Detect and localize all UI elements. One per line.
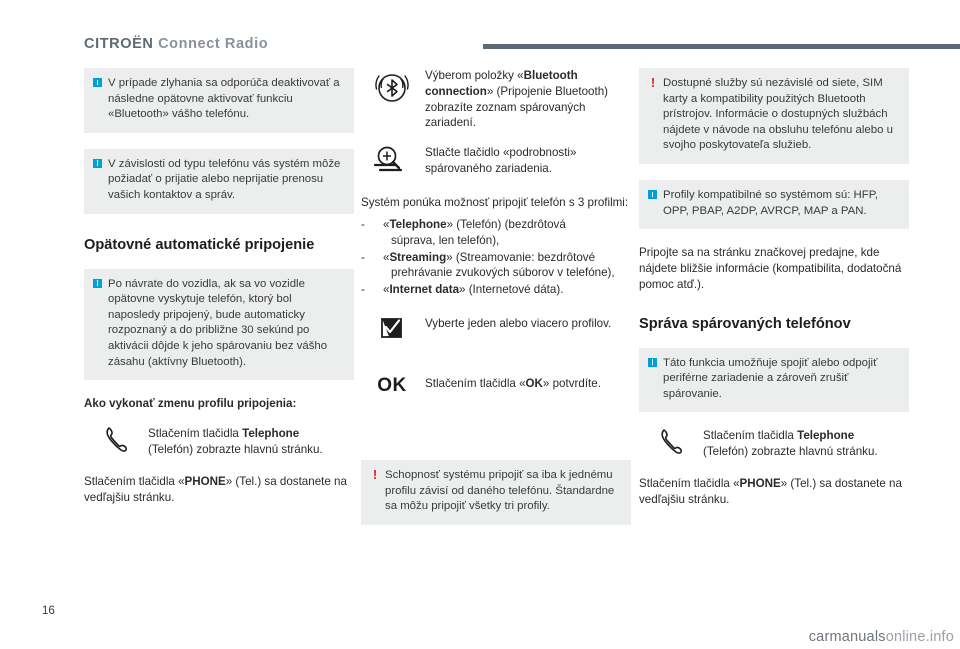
para-press-phone: Stlačením tlačidla «PHONE» (Tel.) sa dostanete na vedľajšiu stránku. [84,474,347,504]
column-1 [84,68,354,518]
section-heading-paired-phones: Správa spárovaných telefónov [639,315,851,332]
lead-change-profile: Ako vykonať zmenu profilu pripojenia: [84,397,297,411]
step-text: Stlačením tlačidla «OK» potvrdíte. [425,376,601,390]
column-3 [639,68,909,520]
para-press-phone: Stlačením tlačidla «PHONE» (Tel.) sa dostanete na vedľajšiu stránku. [639,477,902,507]
header-rule [483,44,960,49]
list-item-text: «Telephone» (Telefón) (bezdrôtová súprava, len telefón), [383,217,566,247]
column-2 [361,68,631,525]
para-three-profiles: Systém ponúka možnosť pripojiť telefón s 3 profilmi: [361,196,629,210]
list-dash: - [361,217,365,231]
list-item [361,250,631,282]
telephone-handset-icon [645,428,695,458]
profiles-list [361,217,631,298]
step-press-telephone [84,426,354,460]
step-text: Stlačte tlačidlo «podrobnosti» spárovaného zariadenia. [425,146,577,175]
info-note-text: Profily kompatibilné so systémom sú: HFP, OPP, PBAP, A2DP, AVRCP, MAP a PAN. [663,188,879,217]
list-item-text: «Streaming» (Streamovanie: bezdrôtové prehrávanie zvukových súborov v telefóne), [383,250,615,280]
info-icon [648,190,657,199]
step-bluetooth-connection [361,68,631,131]
list-item [361,282,631,298]
watermark [809,629,954,645]
page-number: 16 [42,605,55,617]
info-note-bluetooth-reactivate [84,68,354,133]
info-note-profiles [639,180,909,229]
info-icon [93,78,102,87]
telephone-handset-icon [90,426,140,456]
watermark-suffix: online.info [885,629,954,645]
page-header [84,36,960,60]
warning-icon: ! [650,75,656,90]
details-magnifier-icon [367,145,417,175]
brand-title [84,36,268,52]
step-confirm-ok [361,376,631,410]
brand-connect-radio: Connect Radio [158,36,269,52]
warning-note-text: Schopnosť systému pripojiť sa iba k jednému profilu závisí od daného telefónu. Štandardne sa môžu pripojiť všetky tri profily. [385,468,615,513]
list-item [361,217,631,249]
step-text: Vyberte jeden alebo viacero profilov. [425,316,612,330]
section-heading-auto-reconnect: Opätovné automatické pripojenie [84,236,315,253]
list-dash: - [361,250,365,264]
warning-note-services [639,68,909,164]
warning-note-single-profile [361,460,631,525]
info-note-auto-reconnect [84,269,354,381]
list-dash: - [361,283,365,297]
info-icon [93,279,102,288]
warning-note-text: Dostupné služby sú nezávislé od siete, SIM karty a kompatibility použitých Bluetooth prístrojov. Informácie o dostupných službách nájdete v návode na obsluhu telefónu alebo u svojho poskytovateľa služieb. [663,77,893,152]
warning-icon: ! [372,466,378,482]
step-select-profiles [361,316,631,350]
step-text: Stlačením tlačidla Telephone (Telefón) zobrazte hlavnú stránku. [703,429,878,459]
ok-button-icon: OK [377,374,407,396]
info-note-text: Táto funkcia umožňuje spojiť alebo odpojiť periférne zariadenie a zároveň zrušiť spárovanie. [663,356,878,400]
step-press-telephone [639,428,909,462]
step-text: Výberom položky «Bluetooth connection» (Pripojenie Bluetooth) zobrazíte zoznam spárovaných zariadení. [425,69,609,130]
bluetooth-icon [367,68,417,108]
watermark-main: carmanuals [808,629,886,645]
brand-citroen: CITROËN [84,36,154,52]
step-device-details [361,145,631,181]
info-note-contacts-transfer [84,149,354,214]
info-icon [648,358,657,367]
checkbox-checked-icon [367,316,417,340]
info-note-text: Po návrate do vozidla, ak sa vo vozidle opätovne vyskytuje telefón, ktorý bol naposledy pripojený, bude automaticky rozpoznaný a do približne 30 sekúnd po aktivácii dôjde k jeho spárovaniu bez vášho zásahu (aktívny Bluetooth). [108,277,328,368]
info-note-pairing-management [639,348,909,413]
list-item-text: «Internet data» (Internetové dáta). [383,283,564,297]
para-dealer-website: Pripojte sa na stránku značkovej predajne, kde nájdete bližšie informácie (kompatibilita, dodatočná pomoc atď.). [639,246,902,291]
info-note-text: V prípade zlyhania sa odporúča deaktivovať a následne opätovne aktivovať funkciu «Bluetooth» vášho telefónu. [108,77,340,121]
step-text: Stlačením tlačidla Telephone (Telefón) zobrazte hlavnú stránku. [148,426,323,456]
info-note-text: V závislosti od typu telefónu vás systém môže požiadať o prijatie alebo neprijatie prenosu vašich kontaktov a správ. [108,157,341,201]
info-icon [93,159,102,168]
